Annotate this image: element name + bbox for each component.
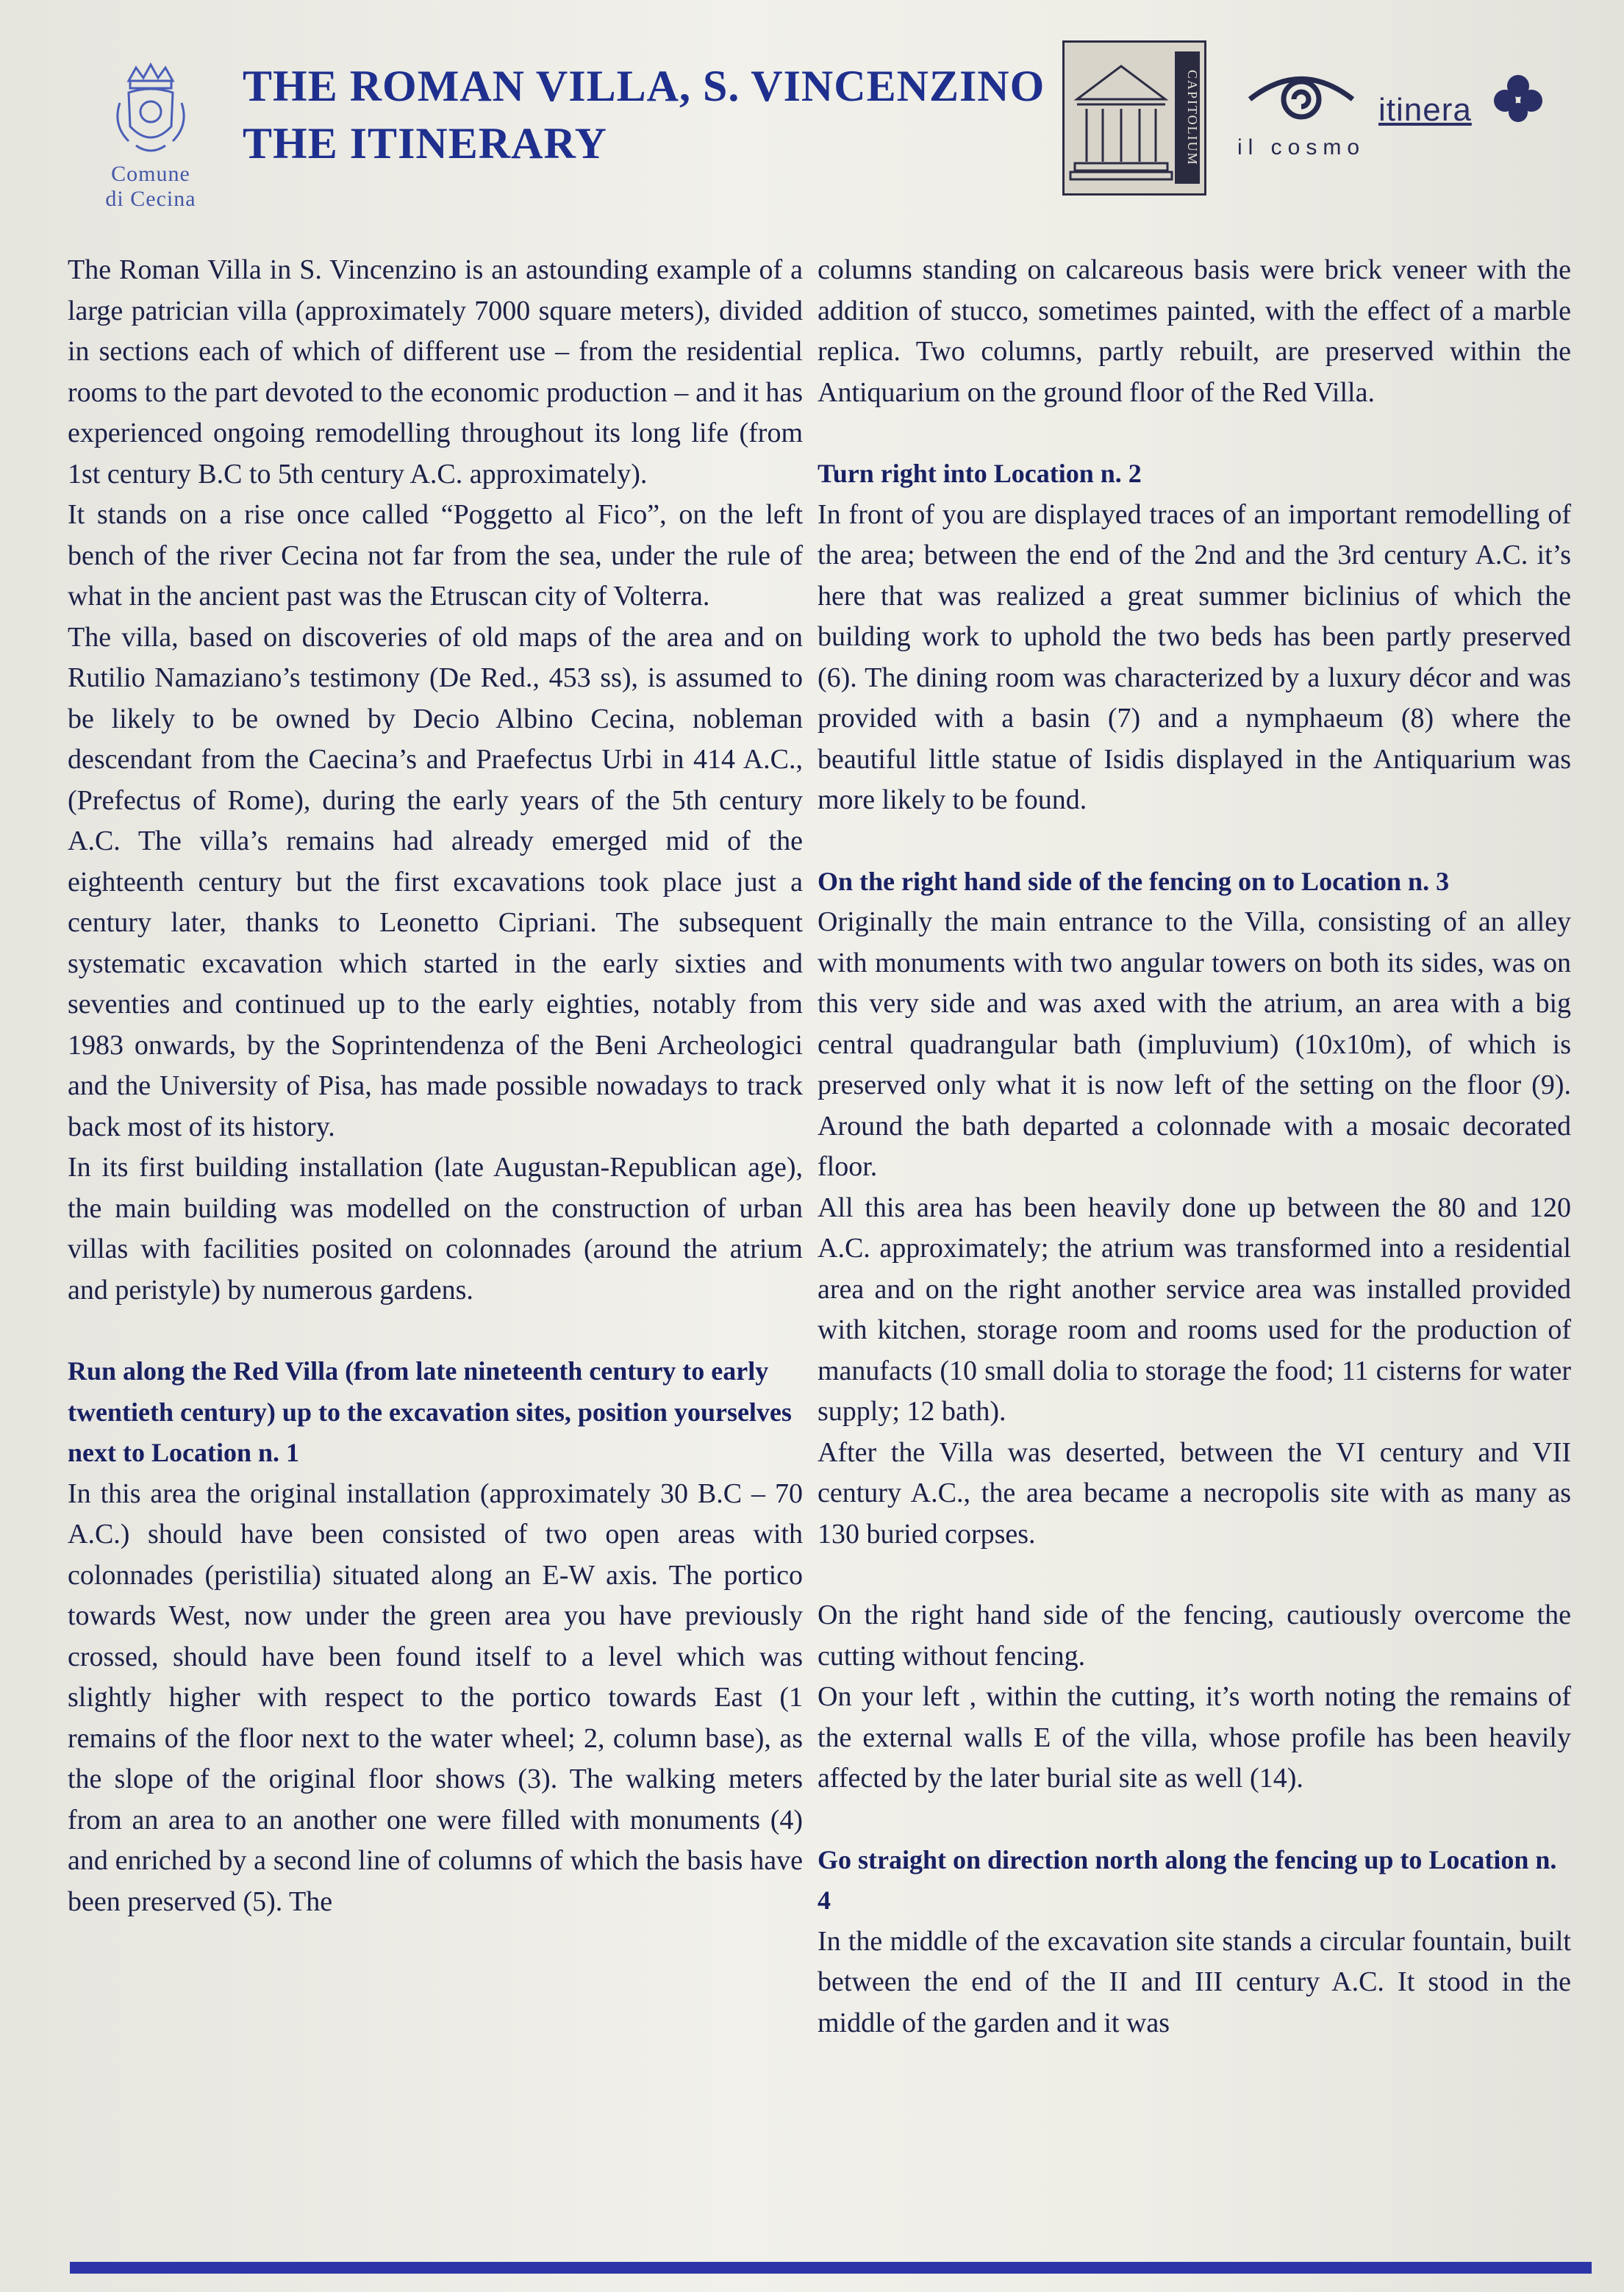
section-heading: Turn right into Location n. 2 — [818, 459, 1142, 488]
body-paragraph: In front of you are displayed traces of an important remodelling of the area; between the end of the 2nd and the 3rd century A.C. it’s here that was realized a great summer biclinius of which the building work to uphold the two beds has been partly preserved (6). The dining room was characterized by a luxury décor and was provided with a basin (7) and a nymphaeum (8) where the beautiful little statue of Isidis displayed in the Antiquarium was more likely to be found. — [818, 498, 1571, 815]
capitolium-logo — [1062, 40, 1206, 196]
crest-label-line1: Comune — [111, 162, 190, 186]
itinera-logo — [1378, 70, 1533, 180]
body-paragraph: In its first building installation (late Augustan-Republican age), the main building was modelled on the construction of urban villas with facilities posited on colonnades (around the atrium and peristyle) by numerous gardens. — [68, 1152, 803, 1306]
section-heading: Run along the Red Villa (from late nineteenth century to early twentieth century) up to the excavation sites, position yourselves next to Location n. 1 — [68, 1356, 792, 1467]
section-heading: On the right hand side of the fencing on to Location n. 3 — [818, 866, 1450, 896]
title-line-2: THE ITINERARY — [243, 119, 607, 168]
paragraph-gap — [818, 821, 1571, 862]
crest-label-line2: di Cecina — [105, 187, 196, 211]
body-paragraph: In the middle of the excavation site stands a circular fountain, built between the end of the II and III century A.C. It stood in the middle of the garden and it was — [818, 1925, 1571, 2038]
body-paragraph: It stands on a rise once called “Poggetto al Fico”, on the left bench of the river Cecina not far from the sea, under the rule of what in the ancient past was the Etruscan city of Volterra. — [68, 499, 803, 612]
clover-icon — [1489, 70, 1548, 129]
body-paragraph: On your left , within the cutting, it’s worth noting the remains of the external walls E of the villa, whose profile has been heavily affected by the later burial site as well (14). — [818, 1681, 1571, 1794]
ilcosmo-logo — [1220, 62, 1382, 180]
body-paragraph: On the right hand side of the fencing, cautiously overcome the cutting without fencing. — [818, 1600, 1571, 1672]
left-text-column — [68, 250, 803, 1922]
paragraph-gap — [818, 413, 1571, 454]
page-header — [0, 0, 1624, 243]
comune-crest — [88, 59, 213, 228]
ilcosmo-wordmark: il cosmo — [1237, 135, 1366, 160]
body-paragraph: The villa, based on discoveries of old maps of the area and on Rutilio Namaziano’s testimony (De Red., 453 ss), is assumed to be likely to be owned by Decio Albino Cecina, nobleman descendant from the Caecina’s and Praefectus Urbi in 414 A.C., (Prefectus of Rome), during the early years of the 5th century A.C. The villa’s remains had already emerged mid of the eighteenth century but the first excavations took place just a century later, thanks to Leonetto Cipriani. The subsequent systematic excavation which started in the early sixties and seventies and continued up to the early eighties, notably from 1983 onwards, by the Soprintendenza of the Beni Archeologici and the University of Pisa, has made possible nowadays to track back most of its history. — [68, 621, 803, 1142]
paragraph-gap — [68, 1311, 803, 1351]
sponsor-logos — [1062, 40, 1533, 195]
body-paragraph: After the Villa was deserted, between the VI century and VII century A.C., the area became a necropolis site with as many as 130 buried corpses. — [818, 1436, 1571, 1550]
paragraph-gap — [818, 1799, 1571, 1840]
body-paragraph: columns standing on calcareous basis were brick veneer with the addition of stucco, sometimes painted, with the effect of a marble replica. Two columns, partly rebuilt, are preserved within the Antiquarium on the ground floor of the Red Villa. — [818, 254, 1571, 408]
bottom-divider — [70, 2262, 1592, 2274]
body-paragraph: The Roman Villa in S. Vincenzino is an astounding example of a large patrician villa (approximately 7000 square meters), divided in sections each of which of different use – from the residential rooms to the part devoted to the economic production – and it has experienced ongoing remodelling throughout its long life (from 1st century B.C to 5th century A.C. approximately). — [68, 254, 803, 490]
body-paragraph: All this area has been heavily done up between the 80 and 120 A.C. approximately; the atrium was transformed into a residential area and on the right another service area was installed provided with kitchen, storage room and rooms used for the production of manufacts (10 small dolia to storage the food; 11 cisterns for water supply; 12 bath). — [818, 1192, 1571, 1427]
page-title — [243, 57, 1051, 172]
title-line-1: THE ROMAN VILLA, S. VINCENZINO — [243, 62, 1045, 110]
paragraph-gap — [818, 1555, 1571, 1595]
temple-icon — [1066, 44, 1176, 191]
spiral-eye-icon — [1228, 62, 1375, 129]
body-paragraph: In this area the original installation (approximately 30 B.C – 70 A.C.) should have been consisted of two open areas with colonnades (peristilia) situated along an E-W axis. The portico towards West, now under the green area you have previously crossed, should have been found itself to a level which was slightly higher with respect to the portico towards East (1 remains of the floor next to the water wheel; 2, column base), as the slope of the original floor shows (3). The walking meters from an area to an another one were filled with monuments (4) and enriched by a second line of columns of which the basis have been preserved (5). The — [68, 1478, 803, 1917]
section-heading: Go straight on direction north along the fencing up to Location n. 4 — [818, 1844, 1557, 1915]
crest-emblem-icon — [107, 59, 195, 162]
itinera-wordmark: itinera — [1378, 92, 1472, 128]
right-text-column — [818, 250, 1571, 2044]
body-paragraph: Originally the main entrance to the Villa, consisting of an alley with monuments with two angular towers on both its sides, was on this very side and was axed with the atrium, an area with a big central quadrangular bath (impluvium) (10x10m), of which is preserved only what it is now left of the setting on the floor (9). Around the bath departed a colonnade with a mosaic decorated floor. — [818, 906, 1571, 1182]
capitolium-wordmark: CAPITOLIUM — [1175, 51, 1200, 184]
